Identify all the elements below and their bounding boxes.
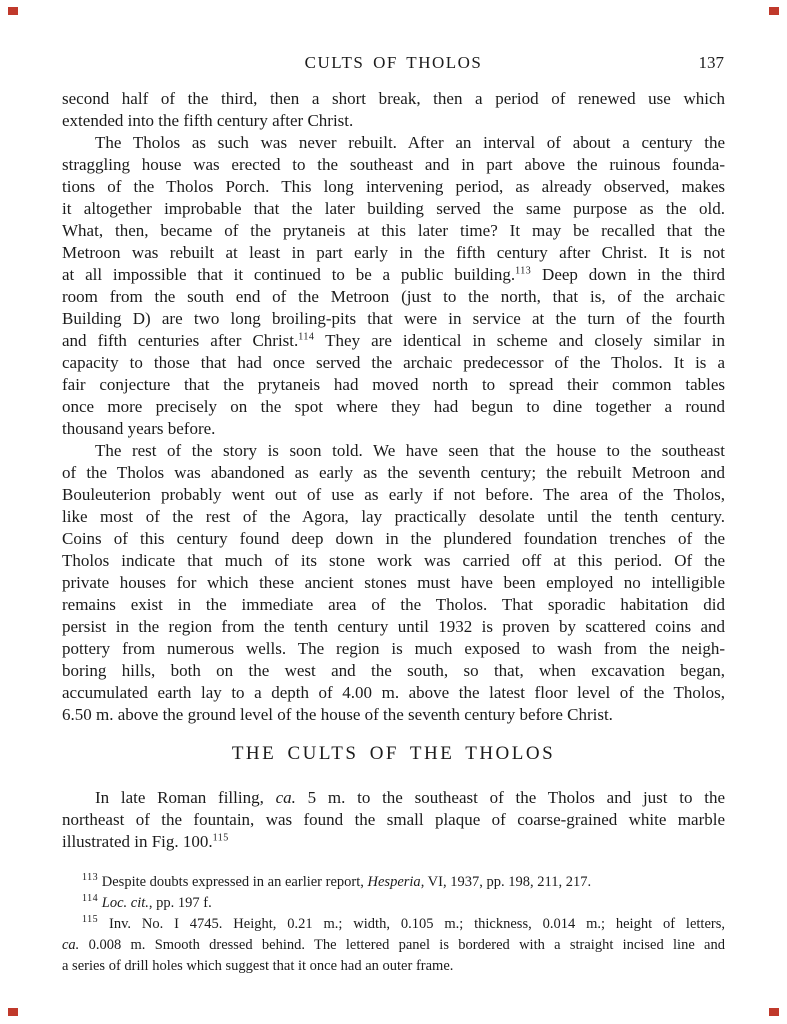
text-line: northeast of the fountain, was found the small plaque of coarse-grained white marble xyxy=(62,810,725,829)
page-number: 137 xyxy=(698,53,724,72)
text-line: persist in the region from the tenth century until 1932 is proven by scattered coins and xyxy=(62,617,725,636)
text-line: boring hills, both on the west and the south, so that, when excavation began, xyxy=(62,661,725,680)
text-line: at all impossible that it continued to be a public building.$^{113}$ Deep down in the third xyxy=(62,265,725,284)
corner-registration-mark xyxy=(8,1008,18,1016)
text-line: What, then, became of the prytaneis at this later time? It may be recalled that the xyxy=(62,221,725,240)
paragraph xyxy=(62,440,725,726)
section-heading: THE CULTS OF THE THOLOS xyxy=(231,743,556,764)
text-line: $^{113}$ Despite doubts expressed in an earlier report, Hesperia, VI, 1937, pp. 198, 211, 217. xyxy=(82,872,592,890)
corner-registration-mark xyxy=(8,7,18,15)
footnotes-section xyxy=(62,872,725,977)
text-line: illustrated in Fig. 100.$^{115}$ xyxy=(62,832,229,851)
text-line: extended into the fifth century after Christ. xyxy=(62,111,354,130)
italic-text: ca. xyxy=(275,788,296,807)
text-line: thousand years before. xyxy=(62,419,216,438)
page-header xyxy=(62,53,725,75)
running-head: CULTS OF THOLOS xyxy=(304,53,483,72)
text-line: Bouleuterion probably went out of use as early if not before. The area of the Tholos, xyxy=(62,485,725,504)
text-line: fair conjecture that the prytaneis had moved north to spread their common tables xyxy=(62,375,725,394)
page-body xyxy=(62,88,725,977)
text-line: it altogether improbable that the later building served the same purpose as the old. xyxy=(62,199,725,218)
text-line: pottery from numerous wells. The region is much exposed to wash from the neigh- xyxy=(62,639,725,658)
text-line: The Tholos as such was never rebuilt. After an interval of about a century the xyxy=(95,133,725,152)
text-line: room from the south end of the Metroon (just to the north, that is, of the archaic xyxy=(62,287,725,306)
text-line: Tholos indicate that much of its stone work was carried off at this period. Of the xyxy=(62,551,725,570)
text-line: ca. 0.008 m. Smooth dressed behind. The lettered panel is bordered with a straight incised line and xyxy=(62,937,725,953)
footnote-reference: 113 xyxy=(515,265,532,277)
text-line: capacity to those that had once served the archaic predecessor of the Tholos. It is a xyxy=(62,353,725,372)
corner-registration-mark xyxy=(769,1008,779,1016)
text-line: and fifth centuries after Christ.$^{114}$ They are identical in scheme and closely similar in xyxy=(62,331,725,350)
text-line: Metroon was rebuilt at least in part early in the fifth century after Christ. It is not xyxy=(62,243,725,262)
body-text xyxy=(62,88,725,853)
footnote-reference: 114 xyxy=(298,331,315,343)
text-line: a series of drill holes which suggest that it once had an outer frame. xyxy=(62,958,454,974)
italic-text: ca. xyxy=(62,937,80,953)
text-line: In late Roman filling, ca. 5 m. to the southeast of the Tholos and just to the xyxy=(95,788,725,807)
footnote-reference: 113 xyxy=(82,872,99,884)
text-line: Coins of this century found deep down in the plundered foundation trenches of the xyxy=(62,529,725,548)
footnote xyxy=(62,872,725,893)
text-line: private houses for which these ancient stones must have been employed no intelligible xyxy=(62,573,725,592)
text-line: remains exist in the immediate area of the Tholos. That sporadic habitation did xyxy=(62,595,725,614)
footnote-reference: 115 xyxy=(212,832,229,844)
text-line: Building D) are two long broiling-pits that were in service at the turn of the fourth xyxy=(62,309,725,328)
footnote-reference: 114 xyxy=(82,893,99,905)
text-line: of the Tholos was abandoned as early as the seventh century; the rebuilt Metroon and xyxy=(62,463,725,482)
italic-text: Loc. cit. xyxy=(101,895,149,911)
text-line: once more precisely on the spot where they had begun to dine together a round xyxy=(62,397,725,416)
text-line: accumulated earth lay to a depth of 4.00 m. above the latest floor level of the Tholos, xyxy=(62,683,725,702)
paragraph xyxy=(62,787,725,853)
paragraph xyxy=(62,132,725,440)
text-line: 6.50 m. above the ground level of the house of the seventh century before Christ. xyxy=(62,705,613,724)
text-line: The rest of the story is soon told. We have seen that the house to the southeast xyxy=(95,441,725,460)
text-line: second half of the third, then a short break, then a period of renewed use which xyxy=(62,89,725,108)
text-line: straggling house was erected to the southeast and in part above the ruinous founda- xyxy=(62,155,725,174)
text-line: tions of the Tholos Porch. This long intervening period, as already observed, makes xyxy=(62,177,725,196)
paragraph xyxy=(62,88,725,132)
text-line: $^{115}$ Inv. No. I 4745. Height, 0.21 m.; width, 0.105 m.; thickness, 0.014 m.; height of letters, xyxy=(82,914,725,932)
italic-text: Hesperia xyxy=(367,874,421,890)
footnote xyxy=(62,893,725,914)
footnote xyxy=(62,914,725,977)
footnote-reference: 115 xyxy=(82,914,99,926)
text-line: like most of the rest of the Agora, lay practically desolate until the tenth century. xyxy=(62,507,725,526)
corner-registration-mark xyxy=(769,7,779,15)
text-line: $^{114}$ Loc. cit., pp. 197 f. xyxy=(82,893,212,911)
